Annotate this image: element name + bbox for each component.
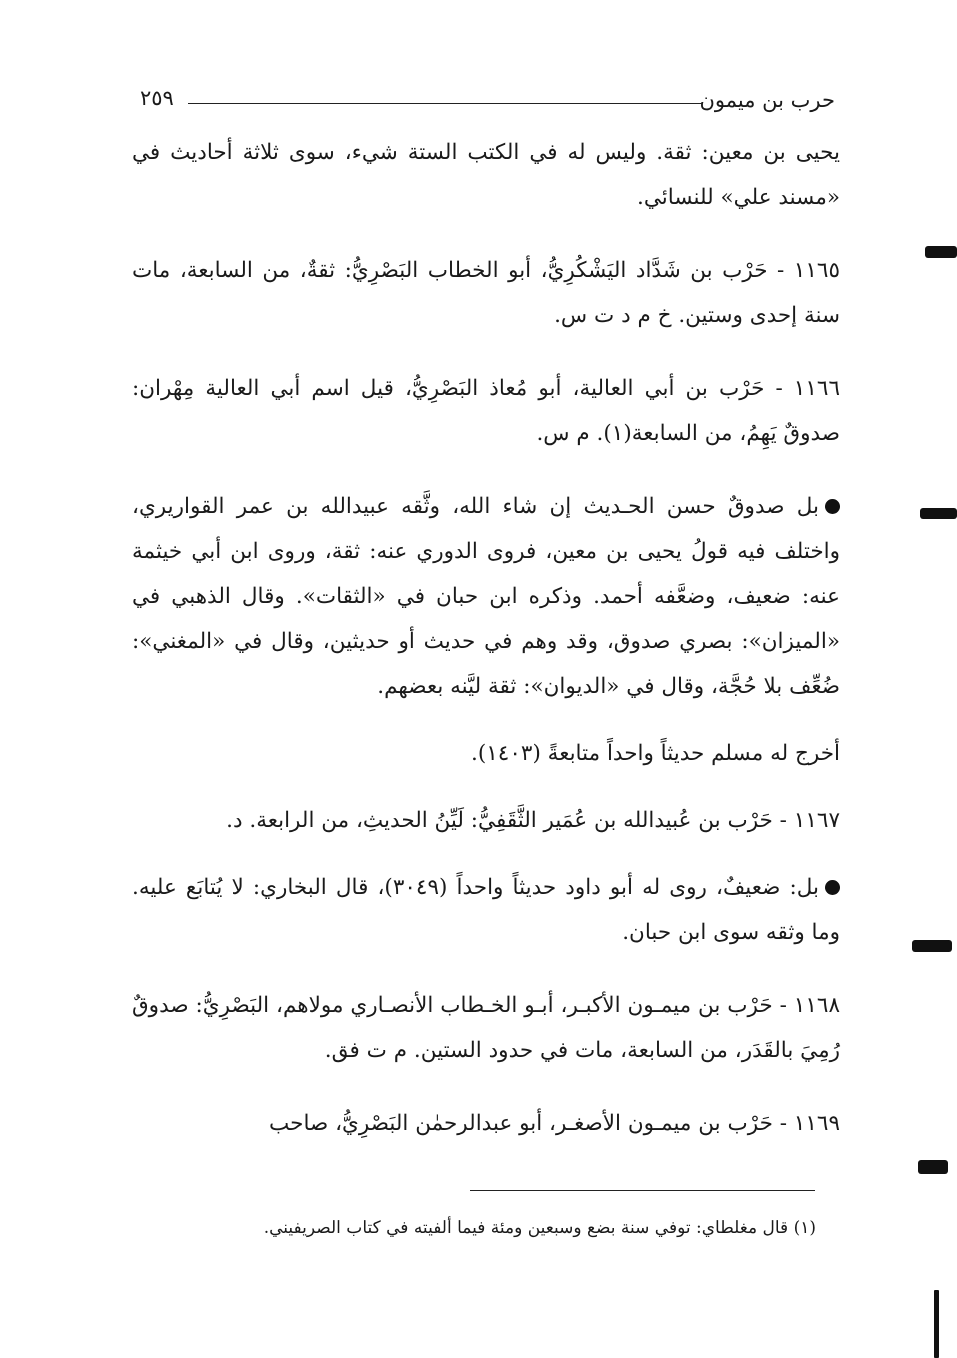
commentary-1166	[132, 484, 840, 709]
scan-edge-mark	[918, 1160, 948, 1174]
bullet-icon	[825, 880, 840, 895]
entry-1166	[132, 366, 840, 456]
scan-edge-mark	[912, 940, 952, 952]
bullet-icon	[825, 499, 840, 514]
footnote-separator	[470, 1190, 815, 1191]
running-title: حرب بن ميمون	[699, 88, 835, 112]
scan-edge-mark	[934, 1290, 939, 1358]
paragraph-text: أخرج له مسلم حديثاً واحداً متابعةً (١٤٠٣).	[471, 741, 840, 766]
entry-1169	[132, 1101, 840, 1146]
commentary-1166-note	[132, 731, 840, 776]
footnote	[140, 1214, 816, 1242]
header-rule	[188, 103, 703, 104]
page-header	[140, 84, 835, 120]
footnote-text: (١) قال مغلطاي: توفي سنة بضع وسبعين ومئة فيما ألفيته في كتاب الصريفيني.	[263, 1218, 816, 1238]
paragraph-text: بل: ضعيفٌ، روى له أبو داود حديثاً واحداً (٣٠٤٩)، قال البخاري: لا يُتابَع عليه. وما وثقه سوى ابن حبان.	[132, 875, 840, 945]
scan-edge-mark	[920, 508, 957, 519]
page-body	[132, 130, 840, 1146]
paragraph-text: ١١٦٩ - حَرْب بن ميمـون الأصغـر، أبو عبدالرحمٰن البَصْرِيُّ، صاحب	[269, 1111, 840, 1136]
entry-1165	[132, 248, 840, 338]
entry-continuation	[132, 130, 840, 220]
page-number: ٢٥٩	[140, 86, 174, 110]
scan-edge-mark	[925, 246, 957, 258]
paragraph-text: يحيى بن معين: ثقة. وليس له في الكتب الستة شيء، سوى ثلاثة أحاديث في «مسند علي» للنسائي.	[132, 140, 840, 210]
entry-1168	[132, 983, 840, 1073]
commentary-1167	[132, 865, 840, 955]
paragraph-text: ١١٦٧ - حَرْب بن عُبيدالله بن عُمَير الثَّقَفِيُّ: لَيِّنُ الحديثِ، من الرابعة. د.	[226, 808, 840, 833]
paragraph-text: ١١٦٥ - حَرْب بن شَدَّاد اليَشْكُرِيُّ، أبو الخطاب البَصْرِيُّ: ثقةٌ، من السابعة، مات سنة إحدى وستين. خ م د ت س.	[132, 258, 840, 328]
paragraph-text: بل صدوقٌ حسن الحـديث إن شاء الله، وثَّقه عبيدالله بن عمر القواريري، واختلف فيه قولُ يحيى بن معين، فروى الدوري عنه: ثقة، وروى ابن أبي خيثمة عنه: ضعيف، وضعَّفه أحمد. وذكره ابن حبان في «الثقات». وقال الذهبي في «الميزان»: بصري صدوق، وقد وهم في حديث أو حديثين، وقال في «المغني»: ضُعِّف بلا حُجَّة، وقال في «الديوان»: ثقة ليَّنه بعضهم.	[132, 494, 840, 699]
paragraph-text: ١١٦٦ - حَرْب بن أبي العالية، أبو مُعاذ البَصْرِيُّ، قيل اسم أبي العالية مِهْران: صدوقٌ يَهِمُ، من السابعة(١). م س.	[132, 376, 840, 446]
entry-1167	[132, 798, 840, 843]
paragraph-text: ١١٦٨ - حَرْب بن ميمـون الأكبـر، أبـو الخـطاب الأنصـاري مولاهم، البَصْرِيُّ: صدوقٌ رُمِيَ بالقَدَر، من السابعة، مات في حدود الستين. م ت فق.	[132, 993, 840, 1063]
